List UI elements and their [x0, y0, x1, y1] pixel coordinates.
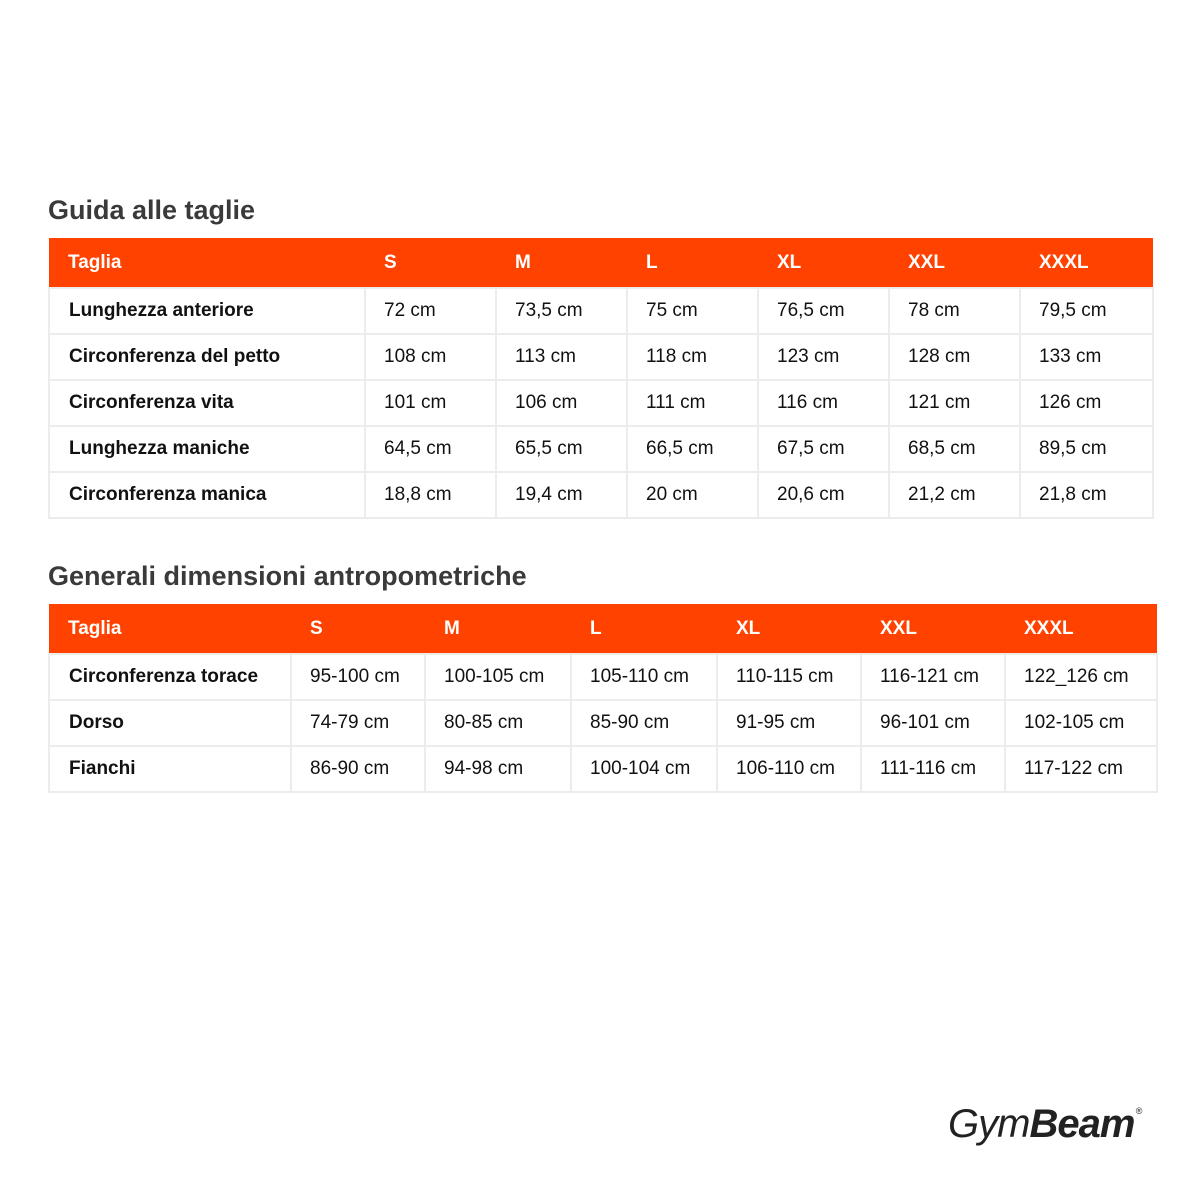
table-cell: 133 cm [1020, 334, 1153, 380]
gymbeam-logo [948, 1102, 1143, 1146]
table-cell: 79,5 cm [1020, 288, 1153, 334]
table-cell: 78 cm [889, 288, 1020, 334]
table-cell: 20,6 cm [758, 472, 889, 518]
row-label: Lunghezza maniche [49, 426, 365, 472]
table-row [49, 654, 1157, 700]
table-cell: 67,5 cm [758, 426, 889, 472]
table-cell: 73,5 cm [496, 288, 627, 334]
registered-mark: ® [1135, 1106, 1143, 1116]
table-row [49, 288, 1153, 334]
table-cell: 102-105 cm [1005, 700, 1157, 746]
anthropometric-header [49, 604, 1157, 654]
table-cell: 75 cm [627, 288, 758, 334]
table-cell: 21,2 cm [889, 472, 1020, 518]
table-cell: 85-90 cm [571, 700, 717, 746]
table-cell: 64,5 cm [365, 426, 496, 472]
table-cell: 18,8 cm [365, 472, 496, 518]
header-row [49, 238, 1153, 288]
header-cell-taglia: Taglia [49, 238, 365, 288]
table-cell: 111 cm [627, 380, 758, 426]
table-cell: 80-85 cm [425, 700, 571, 746]
table-row [49, 746, 1157, 792]
header-cell-xxxl: XXXL [1020, 238, 1153, 288]
table-cell: 100-104 cm [571, 746, 717, 792]
table-row [49, 700, 1157, 746]
table-cell: 106 cm [496, 380, 627, 426]
table-row [49, 334, 1153, 380]
table-cell: 74-79 cm [291, 700, 425, 746]
size-guide-table [48, 238, 1154, 519]
row-label: Lunghezza anteriore [49, 288, 365, 334]
table-cell: 96-101 cm [861, 700, 1005, 746]
header-cell-xxl: XXL [889, 238, 1020, 288]
header-cell-xl: XL [717, 604, 861, 654]
table-cell: 68,5 cm [889, 426, 1020, 472]
size-guide-title: Guida alle taglie [48, 195, 256, 225]
header-cell-xxxl: XXXL [1005, 604, 1157, 654]
table-cell: 122_126 cm [1005, 654, 1157, 700]
row-label: Circonferenza manica [49, 472, 365, 518]
header-cell-s: S [291, 604, 425, 654]
table-cell: 20 cm [627, 472, 758, 518]
anthropometric-table [48, 604, 1158, 793]
table-cell: 72 cm [365, 288, 496, 334]
table-cell: 106-110 cm [717, 746, 861, 792]
header-cell-m: M [425, 604, 571, 654]
header-cell-l: L [571, 604, 717, 654]
row-label: Fianchi [49, 746, 291, 792]
table-cell: 105-110 cm [571, 654, 717, 700]
table-cell: 19,4 cm [496, 472, 627, 518]
logo-text-light: Gym [948, 1102, 1030, 1146]
header-cell-xl: XL [758, 238, 889, 288]
table-cell: 66,5 cm [627, 426, 758, 472]
table-row [49, 472, 1153, 518]
table-cell: 116 cm [758, 380, 889, 426]
table-cell: 116-121 cm [861, 654, 1005, 700]
table-cell: 65,5 cm [496, 426, 627, 472]
table-cell: 128 cm [889, 334, 1020, 380]
row-label: Circonferenza vita [49, 380, 365, 426]
table-cell: 91-95 cm [717, 700, 861, 746]
table-cell: 95-100 cm [291, 654, 425, 700]
header-cell-xxl: XXL [861, 604, 1005, 654]
table-row [49, 426, 1153, 472]
table-cell: 110-115 cm [717, 654, 861, 700]
row-label: Dorso [49, 700, 291, 746]
table-cell: 21,8 cm [1020, 472, 1153, 518]
table-cell: 126 cm [1020, 380, 1153, 426]
anthropometric-title: Generali dimensioni antropometriche [48, 561, 527, 591]
table-cell: 100-105 cm [425, 654, 571, 700]
table-cell: 89,5 cm [1020, 426, 1153, 472]
table-cell: 94-98 cm [425, 746, 571, 792]
table-cell: 123 cm [758, 334, 889, 380]
table-cell: 101 cm [365, 380, 496, 426]
header-cell-s: S [365, 238, 496, 288]
table-row [49, 380, 1153, 426]
table-cell: 108 cm [365, 334, 496, 380]
table-cell: 117-122 cm [1005, 746, 1157, 792]
row-label: Circonferenza torace [49, 654, 291, 700]
logo-text-bold: Beam [1029, 1102, 1135, 1146]
header-cell-m: M [496, 238, 627, 288]
table-cell: 86-90 cm [291, 746, 425, 792]
table-cell: 76,5 cm [758, 288, 889, 334]
header-cell-taglia: Taglia [49, 604, 291, 654]
table-cell: 113 cm [496, 334, 627, 380]
table-cell: 111-116 cm [861, 746, 1005, 792]
header-cell-l: L [627, 238, 758, 288]
table-cell: 121 cm [889, 380, 1020, 426]
table-cell: 118 cm [627, 334, 758, 380]
header-row [49, 604, 1157, 654]
size-guide-header [49, 238, 1153, 288]
row-label: Circonferenza del petto [49, 334, 365, 380]
